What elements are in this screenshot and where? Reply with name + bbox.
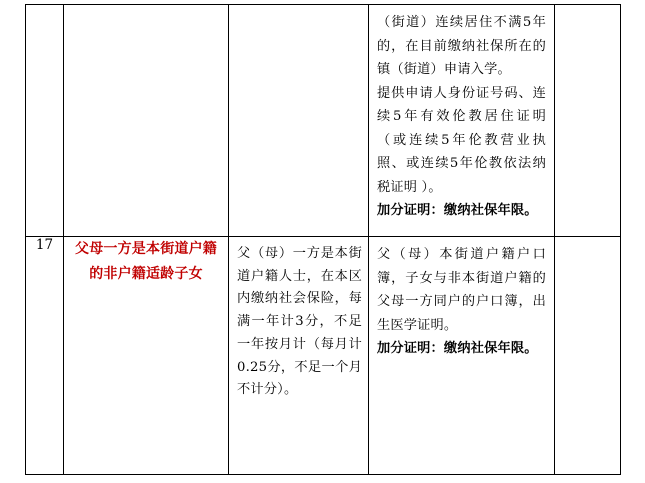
row-item-cell — [64, 237, 229, 475]
table-row — [26, 5, 621, 237]
row-standard-text: 父（母）一方是本街道户籍人士，在本区内缴纳社会保险，每满一年计3分，不足一年按月计（每月计0.25分，不足一个月不计分）。 — [237, 246, 362, 398]
row-remark-text — [555, 5, 620, 13]
row-standard-cell — [229, 5, 369, 237]
material-paragraph-2: 提供申请人身份证号码、连续5年有效伦教居住证明（或连续5年伦教营业执照、或连续5年伦教依法纳税证明 ）。 — [377, 85, 546, 195]
row-material-cell — [369, 5, 555, 237]
material-bonus-note: 加分证明：缴纳社保年限。 — [377, 203, 538, 218]
row-number: 17 — [35, 237, 54, 253]
row-number-cell — [26, 5, 64, 237]
row-standard-text — [229, 5, 368, 15]
row-material-content — [369, 5, 554, 227]
material-paragraph-1: 父（母）本街道户籍户口簿，子女与非本街道户籍的父母一方同户的户口簿，出生医学证明。 — [377, 247, 546, 333]
material-paragraph-1: （街道）连续居住不满5年的，在目前缴纳社保所在的镇（街道）申请入学。 — [377, 15, 546, 77]
scoring-criteria-table — [25, 4, 621, 475]
document-page — [0, 4, 645, 483]
row-remark-cell — [555, 237, 621, 475]
table-row — [26, 237, 621, 475]
material-bonus-note: 加分证明：缴纳社保年限。 — [377, 341, 538, 356]
row-number-cell — [26, 237, 64, 475]
row-item-cell — [64, 5, 229, 237]
row-material-content — [369, 237, 554, 365]
row-remark-cell — [555, 5, 621, 237]
row-remark-text — [555, 237, 620, 245]
row-item-label: 父母一方是本街道户籍的非户籍适龄子女 — [75, 241, 217, 282]
row-material-cell — [369, 237, 555, 475]
row-standard-cell — [229, 237, 369, 475]
